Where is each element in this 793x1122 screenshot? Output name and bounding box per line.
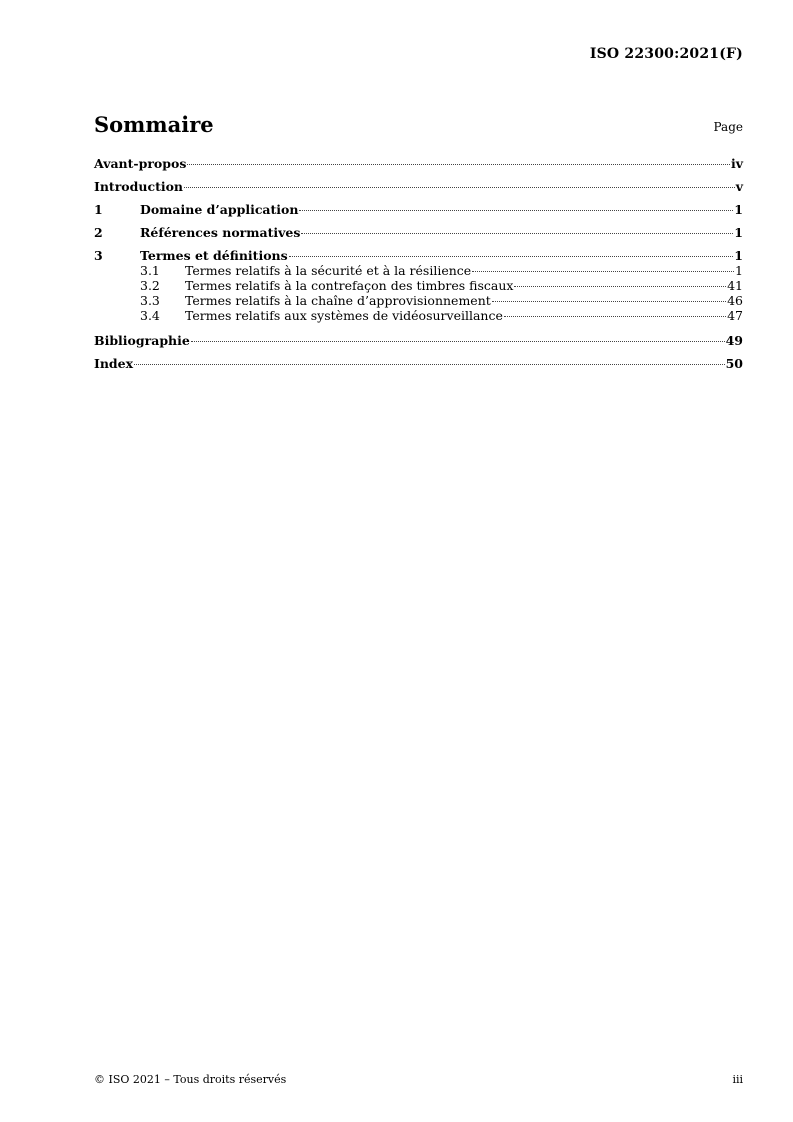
toc-subentry-text: Termes relatifs à la sécurité et à la résilience (185, 263, 472, 278)
page-column-label: Page (713, 120, 743, 134)
toc-subentry-3-3[interactable] (94, 293, 743, 308)
toc-subentry-3-2[interactable] (94, 278, 743, 293)
toc-subentry-number: 3.1 (140, 263, 160, 278)
toc-subentry-number: 3.3 (140, 293, 160, 308)
dot-leader (504, 316, 726, 317)
document-header: ISO 22300:2021(F) (589, 46, 743, 62)
toc-subentry-page: 47 (727, 308, 743, 323)
toc-subentry-number: 3.4 (140, 308, 160, 323)
toc-entry-references-normatives[interactable] (94, 225, 743, 248)
toc-entry-page: iv (730, 156, 743, 171)
toc-subentry-page: 1 (735, 263, 743, 278)
toc-entry-introduction[interactable] (94, 179, 743, 202)
toc-subentry-3-1[interactable] (94, 263, 743, 278)
dot-leader (492, 301, 726, 302)
toc-entry-page: 1 (734, 225, 743, 240)
toc-entry-page: 50 (725, 356, 743, 371)
toc-subentry-text: Termes relatifs à la chaîne d’approvisionnement (185, 293, 491, 308)
toc-title: Sommaire (94, 112, 214, 137)
toc-entry-page: 1 (734, 248, 743, 263)
dot-leader (514, 286, 726, 287)
toc-entry-page: 1 (734, 202, 743, 217)
footer-copyright: © ISO 2021 – Tous droits réservés (94, 1073, 287, 1086)
toc-entry-text: Références normatives (140, 225, 301, 240)
toc-subentry-3-4[interactable] (94, 308, 743, 333)
toc-entry-number: 1 (94, 202, 103, 217)
dot-leader (301, 233, 733, 234)
toc-entry-number: 2 (94, 225, 103, 240)
toc-entry-termes-definitions[interactable] (94, 248, 743, 263)
toc-entry-text: Bibliographie (94, 333, 190, 348)
dot-leader (134, 364, 725, 365)
toc-entry-text: Domaine d’application (140, 202, 299, 217)
toc-entry-bibliographie[interactable] (94, 333, 743, 356)
toc-subentry-page: 46 (727, 293, 743, 308)
dot-leader (184, 187, 735, 188)
toc-entry-text: Avant-propos (94, 156, 187, 171)
dot-leader (472, 271, 734, 272)
footer-page-number: iii (732, 1073, 743, 1086)
dot-leader (191, 341, 725, 342)
toc-subentry-text: Termes relatifs aux systèmes de vidéosurveillance (185, 308, 503, 323)
toc-entry-text: Termes et définitions (140, 248, 288, 263)
toc-entry-page: 49 (725, 333, 743, 348)
dot-leader (289, 256, 734, 257)
toc-entry-text: Introduction (94, 179, 184, 194)
toc-subentry-text: Termes relatifs à la contrefaçon des timbres fiscaux (185, 278, 514, 293)
toc-entry-avant-propos[interactable] (94, 156, 743, 179)
toc-entry-page: v (735, 179, 743, 194)
table-of-contents (94, 156, 743, 379)
toc-entry-index[interactable] (94, 356, 743, 379)
toc-subentry-page: 41 (727, 278, 743, 293)
toc-entry-number: 3 (94, 248, 103, 263)
toc-subentry-number: 3.2 (140, 278, 160, 293)
toc-entry-text: Index (94, 356, 134, 371)
dot-leader (187, 164, 730, 165)
toc-entry-domaine-application[interactable] (94, 202, 743, 225)
dot-leader (299, 210, 733, 211)
